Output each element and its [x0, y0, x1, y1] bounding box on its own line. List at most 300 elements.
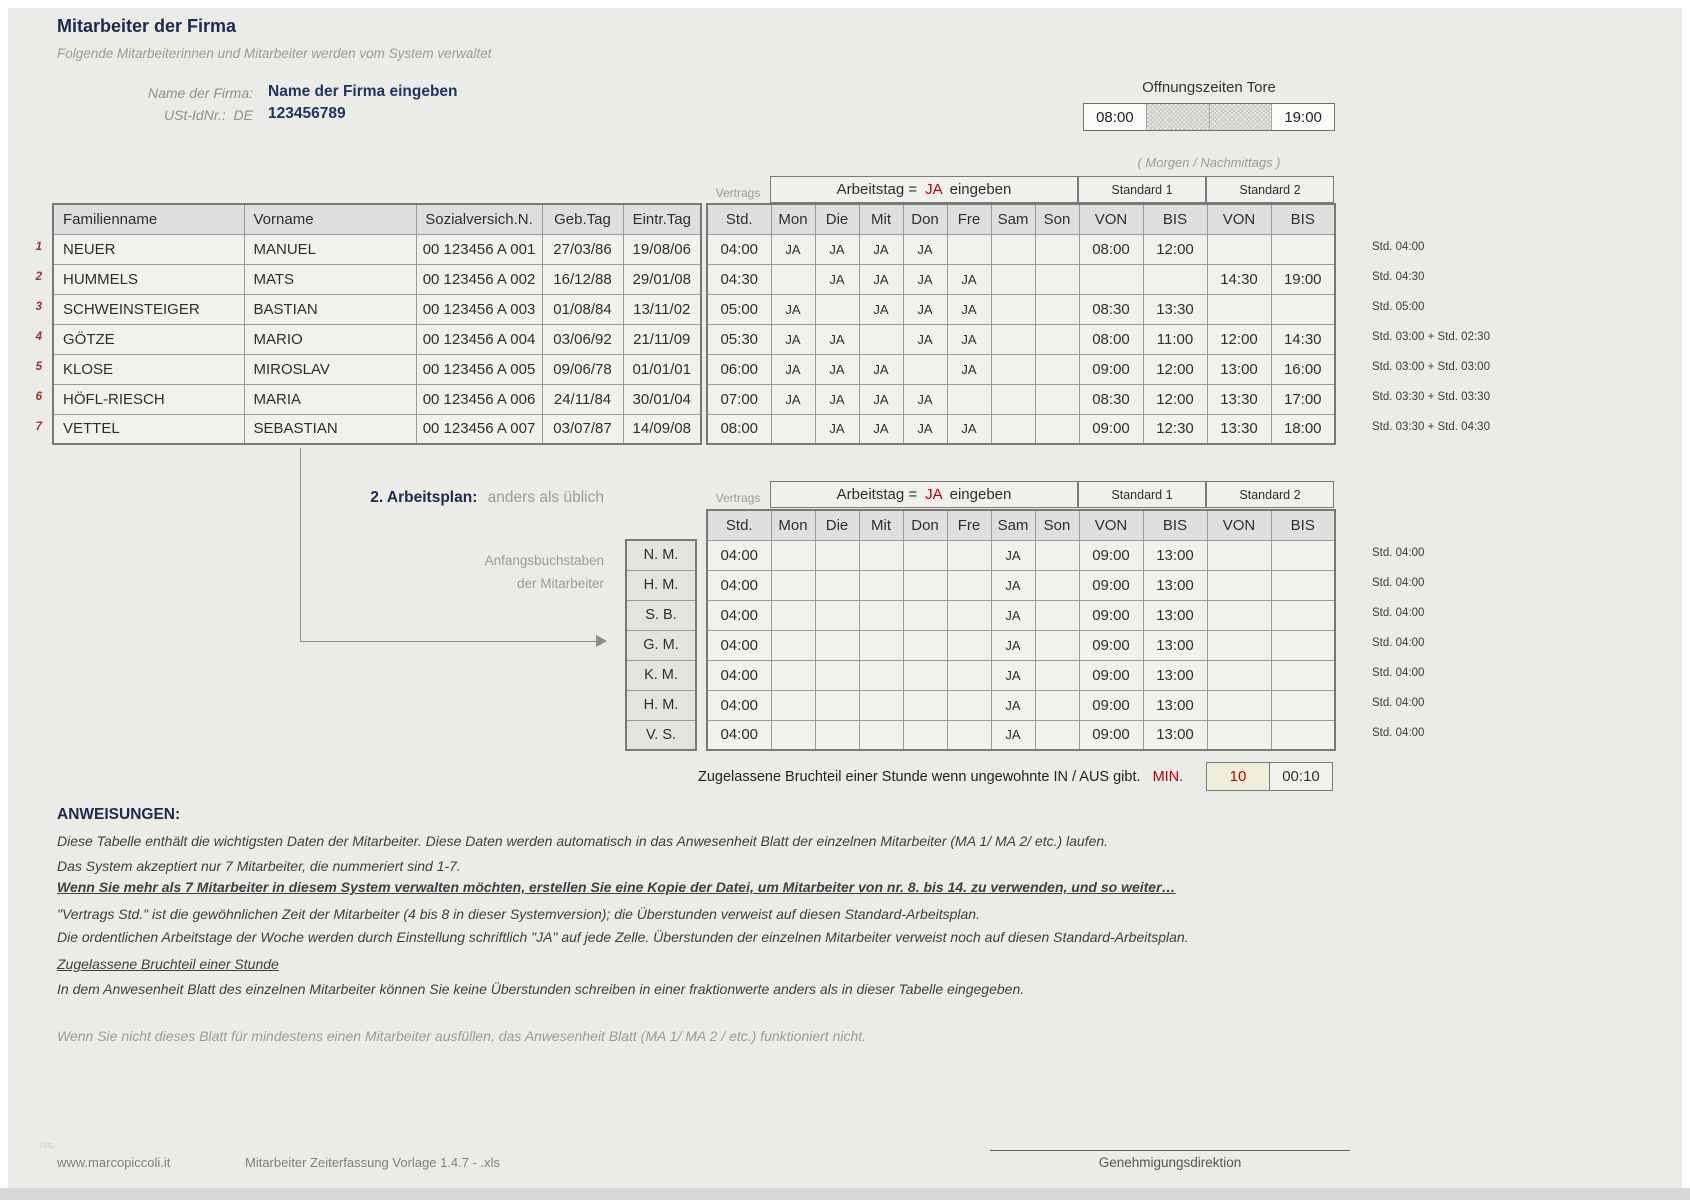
- col-header-bis2: BIS: [1271, 204, 1335, 234]
- col-header-mit: Mit: [859, 204, 903, 234]
- standard1-von-cell[interactable]: 08:30: [1079, 384, 1143, 414]
- standard1-von-cell[interactable]: 09:00: [1079, 660, 1143, 690]
- col-header-sam: Sam: [991, 204, 1035, 234]
- vertrags-std-cell[interactable]: 04:00: [707, 690, 771, 720]
- company-name-label: Name der Firma:: [147, 85, 253, 101]
- alt-plan-row: [707, 540, 1335, 570]
- standard2-bis-cell[interactable]: 18:00: [1271, 414, 1335, 444]
- ja-keyword: JA: [925, 181, 943, 198]
- day-cell-0[interactable]: [771, 570, 815, 600]
- vat-number-field[interactable]: 123456789: [268, 105, 346, 122]
- day-cell-1[interactable]: [815, 630, 859, 660]
- day-cell-2[interactable]: [859, 690, 903, 720]
- standard2-von-cell[interactable]: [1207, 600, 1271, 630]
- day-cell-4[interactable]: [947, 570, 991, 600]
- day-cell-1[interactable]: [815, 294, 859, 324]
- vertrags-std-cell[interactable]: 04:30: [707, 264, 771, 294]
- initials-row: [626, 600, 696, 630]
- standard2-von-cell[interactable]: [1207, 234, 1271, 264]
- row-number: 3: [35, 301, 42, 313]
- vertrags-label-2: Vertrags: [715, 491, 761, 505]
- connector-horizontal-line: [300, 641, 596, 642]
- standard1-bis-cell[interactable]: 11:00: [1143, 324, 1207, 354]
- day-cell-1[interactable]: [815, 600, 859, 630]
- standard2-bis-cell[interactable]: 16:00: [1271, 354, 1335, 384]
- day-cell-2[interactable]: JA: [859, 354, 903, 384]
- day-cell-1[interactable]: JA: [815, 414, 859, 444]
- vertrags-std-cell[interactable]: 04:00: [707, 660, 771, 690]
- day-cell-3[interactable]: [903, 354, 947, 384]
- alt-plan-row: [707, 570, 1335, 600]
- standard1-von-cell[interactable]: 08:00: [1079, 324, 1143, 354]
- standard2-von-cell[interactable]: 13:30: [1207, 414, 1271, 444]
- instruction-line: Das System akzeptiert nur 7 Mitarbeiter, die nummeriert sind 1-7.: [57, 858, 461, 874]
- row-number: 5: [35, 361, 42, 373]
- day-cell-0[interactable]: [771, 720, 815, 750]
- employee-hours-row: [707, 234, 1335, 264]
- eintrtag-cell[interactable]: 30/01/04: [623, 384, 701, 414]
- day-cell-4[interactable]: [947, 630, 991, 660]
- standard1-band-2: Standard 1: [1078, 481, 1206, 508]
- eintrtag-cell[interactable]: 19/08/06: [623, 234, 701, 264]
- std-note: Std. 03:00 + Std. 03:00: [1372, 361, 1490, 373]
- day-cell-5[interactable]: JA: [991, 600, 1035, 630]
- standard2-band-2: Standard 2: [1206, 481, 1334, 508]
- standard1-von-cell[interactable]: 09:00: [1079, 354, 1143, 384]
- day-cell-3[interactable]: [903, 540, 947, 570]
- day-cell-5[interactable]: JA: [991, 690, 1035, 720]
- standard1-von-cell[interactable]: 08:00: [1079, 234, 1143, 264]
- standard2-von-cell[interactable]: [1207, 294, 1271, 324]
- approval-signature-line: Genehmigungsdirektion: [990, 1150, 1350, 1170]
- connector-arrow-icon: [596, 635, 607, 647]
- standard1-bis-cell[interactable]: 13:30: [1143, 294, 1207, 324]
- eintrtag-cell[interactable]: 29/01/08: [623, 264, 701, 294]
- day-cell-2[interactable]: [859, 324, 903, 354]
- vat-label: USt-IdNr.: DE: [164, 107, 253, 123]
- std-note: Std. 04:00: [1372, 241, 1425, 253]
- gebtag-cell[interactable]: 01/08/84: [542, 294, 623, 324]
- eintrtag-cell[interactable]: 01/01/01: [623, 354, 701, 384]
- gate-hatch-cell: [1146, 104, 1209, 130]
- day-cell-1[interactable]: [815, 540, 859, 570]
- standard1-von-cell[interactable]: 09:00: [1079, 720, 1143, 750]
- vat-country: DE: [233, 107, 253, 123]
- employee-row: [53, 324, 701, 354]
- vorname-cell[interactable]: MARIO: [244, 324, 416, 354]
- employee-hours-row: [707, 324, 1335, 354]
- vertrags-std-cell[interactable]: 04:00: [707, 720, 771, 750]
- standard1-bis-cell[interactable]: 12:00: [1143, 354, 1207, 384]
- standard2-bis-cell[interactable]: [1271, 630, 1335, 660]
- day-cell-2[interactable]: JA: [859, 414, 903, 444]
- day-cell-2[interactable]: [859, 600, 903, 630]
- day-cell-3[interactable]: [903, 570, 947, 600]
- vorname-cell[interactable]: MATS: [244, 264, 416, 294]
- day-cell-6[interactable]: [1035, 660, 1079, 690]
- day-cell-5[interactable]: JA: [991, 630, 1035, 660]
- min-value-cell[interactable]: 10: [1206, 762, 1270, 791]
- standard2-bis-cell[interactable]: [1271, 600, 1335, 630]
- day-cell-2[interactable]: [859, 720, 903, 750]
- standard2-band: Standard 2: [1206, 176, 1334, 203]
- standard2-von-cell[interactable]: 12:00: [1207, 324, 1271, 354]
- initials-cell[interactable]: S. B.: [626, 600, 696, 630]
- day-cell-0[interactable]: [771, 264, 815, 294]
- standard1-bis-cell[interactable]: 12:30: [1143, 414, 1207, 444]
- gebtag-cell[interactable]: 09/06/78: [542, 354, 623, 384]
- row-number: 1: [35, 241, 42, 253]
- col-header-eintrtag: Eintr.Tag: [623, 204, 701, 234]
- vorname-cell[interactable]: MANUEL: [244, 234, 416, 264]
- familienname-cell[interactable]: KLOSE: [53, 354, 244, 384]
- vertrags-std-cell[interactable]: 08:00: [707, 414, 771, 444]
- day-cell-0[interactable]: [771, 600, 815, 630]
- row-number: 6: [35, 391, 42, 403]
- gates-title: Offnungszeiten Tore: [1142, 79, 1276, 96]
- day-cell-1[interactable]: [815, 570, 859, 600]
- day-cell-1[interactable]: [815, 660, 859, 690]
- day-cell-1[interactable]: [815, 690, 859, 720]
- instruction-line: "Vertrags Std." ist die gewöhnlichen Zeit der Mitarbeiter (4 bis 8 in dieser Systemversion); die Überstunden verweist auf diesen Standard-Arbeitsplan.: [57, 906, 980, 922]
- gate-close-time-cell[interactable]: 19:00: [1271, 104, 1334, 130]
- alt-plan-row: [707, 600, 1335, 630]
- std-note: Std. 04:00: [1372, 727, 1425, 739]
- standard2-bis-cell[interactable]: 17:00: [1271, 384, 1335, 414]
- day-cell-4[interactable]: JA: [947, 264, 991, 294]
- col-header-std: Std.: [707, 204, 771, 234]
- vertrags-std-cell[interactable]: 04:00: [707, 600, 771, 630]
- initials-label: Anfangsbuchstaben der Mitarbeiter: [484, 553, 604, 591]
- day-cell-5[interactable]: [991, 414, 1035, 444]
- alt-plan-table: [706, 509, 1336, 751]
- standard2-von-cell[interactable]: 13:00: [1207, 354, 1271, 384]
- day-cell-6[interactable]: [1035, 630, 1079, 660]
- vertrags-std-cell[interactable]: 05:00: [707, 294, 771, 324]
- familienname-cell[interactable]: HUMMELS: [53, 264, 244, 294]
- gebtag-cell[interactable]: 03/07/87: [542, 414, 623, 444]
- standard1-bis-cell[interactable]: 13:00: [1143, 630, 1207, 660]
- standard2-bis-cell[interactable]: [1271, 660, 1335, 690]
- day-cell-6[interactable]: [1035, 324, 1079, 354]
- initials-cell[interactable]: V. S.: [626, 720, 696, 750]
- fraction-rule-label: Zugelassene Bruchteil einer Stunde wenn ungewohnte IN / AUS gibt. MIN.: [698, 769, 1184, 785]
- vertrags-std-cell[interactable]: 06:00: [707, 354, 771, 384]
- employee-row: [53, 264, 701, 294]
- employee-hours-row: [707, 384, 1335, 414]
- std-note: Std. 05:00: [1372, 301, 1425, 313]
- standard1-bis-cell[interactable]: 13:00: [1143, 540, 1207, 570]
- standard2-bis-cell[interactable]: [1271, 690, 1335, 720]
- day-cell-5[interactable]: JA: [991, 720, 1035, 750]
- standard2-bis-cell[interactable]: 14:30: [1271, 324, 1335, 354]
- day-cell-0[interactable]: [771, 414, 815, 444]
- col-header-son: Son: [1035, 510, 1079, 540]
- day-cell-4[interactable]: JA: [947, 294, 991, 324]
- col-header-von2: VON: [1207, 510, 1271, 540]
- standard1-bis-cell[interactable]: 13:00: [1143, 600, 1207, 630]
- employee-row: [53, 294, 701, 324]
- day-cell-6[interactable]: [1035, 414, 1079, 444]
- day-cell-6[interactable]: [1035, 600, 1079, 630]
- instruction-line: Wenn Sie mehr als 7 Mitarbeiter in diesem System verwalten möchten, erstellen Sie eine Kopie der Datei, um Mitarbeiter von nr. 8. bis 14. zu verwenden, und so weiter…: [57, 879, 1176, 895]
- min-time-cell: 00:10: [1269, 762, 1333, 791]
- gates-caption: ( Morgen / Nachmittags ): [1137, 155, 1281, 170]
- col-header-don: Don: [903, 510, 947, 540]
- vorname-cell[interactable]: SEBASTIAN: [244, 414, 416, 444]
- standard1-bis-cell[interactable]: 12:00: [1143, 234, 1207, 264]
- vertrags-std-cell[interactable]: 04:00: [707, 540, 771, 570]
- footer-http: http: [40, 1140, 56, 1150]
- std-note: Std. 03:00 + Std. 02:30: [1372, 331, 1490, 343]
- vertrags-std-cell[interactable]: 04:00: [707, 234, 771, 264]
- std-note: Std. 04:00: [1372, 607, 1425, 619]
- standard1-bis-cell[interactable]: 13:00: [1143, 690, 1207, 720]
- std-note: Std. 04:00: [1372, 547, 1425, 559]
- day-cell-0[interactable]: JA: [771, 294, 815, 324]
- standard1-von-cell[interactable]: 09:00: [1079, 540, 1143, 570]
- day-cell-0[interactable]: JA: [771, 384, 815, 414]
- initials-cell[interactable]: H. M.: [626, 690, 696, 720]
- day-cell-5[interactable]: [991, 324, 1035, 354]
- day-cell-0[interactable]: JA: [771, 354, 815, 384]
- standard1-von-cell[interactable]: 09:00: [1079, 570, 1143, 600]
- initials-cell[interactable]: K. M.: [626, 660, 696, 690]
- familienname-cell[interactable]: VETTEL: [53, 414, 244, 444]
- day-cell-3[interactable]: [903, 660, 947, 690]
- standard2-von-cell[interactable]: [1207, 570, 1271, 600]
- col-header-bis2: BIS: [1271, 510, 1335, 540]
- vorname-cell[interactable]: BASTIAN: [244, 294, 416, 324]
- day-cell-2[interactable]: [859, 570, 903, 600]
- day-cell-4[interactable]: [947, 234, 991, 264]
- day-cell-2[interactable]: [859, 630, 903, 660]
- standard2-bis-cell[interactable]: [1271, 540, 1335, 570]
- gebtag-cell[interactable]: 27/03/86: [542, 234, 623, 264]
- employee-hours-row: [707, 414, 1335, 444]
- standard2-bis-cell[interactable]: [1271, 720, 1335, 750]
- day-cell-1[interactable]: JA: [815, 384, 859, 414]
- footer-website-link[interactable]: www.marcopiccoli.it: [57, 1155, 171, 1170]
- day-cell-3[interactable]: JA: [903, 234, 947, 264]
- day-cell-6[interactable]: [1035, 354, 1079, 384]
- standard2-von-cell[interactable]: [1207, 630, 1271, 660]
- standard1-bis-cell[interactable]: 13:00: [1143, 720, 1207, 750]
- alt-plan-row: [707, 690, 1335, 720]
- standard2-von-cell[interactable]: [1207, 540, 1271, 570]
- eintrtag-cell[interactable]: 14/09/08: [623, 414, 701, 444]
- std-note: Std. 04:00: [1372, 697, 1425, 709]
- col-header-sozialversich: Sozialversich.N.: [416, 204, 542, 234]
- gate-open-time-cell[interactable]: 08:00: [1084, 104, 1146, 130]
- day-cell-4[interactable]: [947, 600, 991, 630]
- arbeitstag-band: Arbeitstag = JA eingeben: [770, 176, 1078, 203]
- standard2-von-cell[interactable]: 13:30: [1207, 384, 1271, 414]
- day-cell-6[interactable]: [1035, 570, 1079, 600]
- initials-table: [625, 539, 697, 751]
- standard2-bis-cell[interactable]: [1271, 570, 1335, 600]
- standard1-von-cell[interactable]: 09:00: [1079, 690, 1143, 720]
- day-cell-2[interactable]: [859, 660, 903, 690]
- day-cell-3[interactable]: [903, 630, 947, 660]
- standard2-bis-cell[interactable]: [1271, 294, 1335, 324]
- sozialversich-cell[interactable]: 00 123456 A 005: [416, 354, 542, 384]
- vertrags-label: Vertrags: [715, 186, 761, 200]
- col-header-fre: Fre: [947, 510, 991, 540]
- day-cell-3[interactable]: [903, 600, 947, 630]
- day-cell-4[interactable]: [947, 384, 991, 414]
- sozialversich-cell[interactable]: 00 123456 A 007: [416, 414, 542, 444]
- familienname-cell[interactable]: NEUER: [53, 234, 244, 264]
- familienname-cell[interactable]: HÖFL-RIESCH: [53, 384, 244, 414]
- initials-cell[interactable]: G. M.: [626, 630, 696, 660]
- initials-cell[interactable]: N. M.: [626, 540, 696, 570]
- row-number: 2: [35, 271, 42, 283]
- day-cell-0[interactable]: [771, 630, 815, 660]
- window-bottom-edge: [0, 1188, 1690, 1200]
- day-cell-3[interactable]: JA: [903, 414, 947, 444]
- ja-keyword: JA: [925, 486, 943, 503]
- vertrags-std-cell[interactable]: 04:00: [707, 570, 771, 600]
- day-cell-6[interactable]: [1035, 264, 1079, 294]
- gates-hours-bar: [1083, 103, 1335, 131]
- day-cell-5[interactable]: JA: [991, 570, 1035, 600]
- initials-cell[interactable]: H. M.: [626, 570, 696, 600]
- day-cell-5[interactable]: [991, 384, 1035, 414]
- eintrtag-cell[interactable]: 21/11/09: [623, 324, 701, 354]
- vertrags-std-cell[interactable]: 04:00: [707, 630, 771, 660]
- familienname-cell[interactable]: GÖTZE: [53, 324, 244, 354]
- day-cell-4[interactable]: JA: [947, 414, 991, 444]
- row-number: 7: [35, 421, 42, 433]
- day-cell-3[interactable]: JA: [903, 384, 947, 414]
- standard1-bis-cell[interactable]: [1143, 264, 1207, 294]
- employee-row: [53, 414, 701, 444]
- vorname-cell[interactable]: MIROSLAV: [244, 354, 416, 384]
- day-cell-1[interactable]: JA: [815, 354, 859, 384]
- day-cell-3[interactable]: JA: [903, 324, 947, 354]
- day-cell-2[interactable]: [859, 540, 903, 570]
- col-header-mon: Mon: [771, 204, 815, 234]
- day-cell-1[interactable]: JA: [815, 264, 859, 294]
- day-cell-6[interactable]: [1035, 540, 1079, 570]
- col-header-die: Die: [815, 510, 859, 540]
- standard1-von-cell[interactable]: 08:30: [1079, 294, 1143, 324]
- day-cell-6[interactable]: [1035, 234, 1079, 264]
- day-cell-3[interactable]: [903, 720, 947, 750]
- standard2-von-cell[interactable]: [1207, 660, 1271, 690]
- gate-hatch-cell: [1209, 104, 1272, 130]
- col-header-mon: Mon: [771, 510, 815, 540]
- std-note: Std. 04:00: [1372, 667, 1425, 679]
- day-cell-3[interactable]: JA: [903, 294, 947, 324]
- col-header-don: Don: [903, 204, 947, 234]
- day-cell-1[interactable]: JA: [815, 234, 859, 264]
- vertrags-std-cell[interactable]: 05:30: [707, 324, 771, 354]
- initials-row: [626, 720, 696, 750]
- col-header-vorname: Vorname: [244, 204, 416, 234]
- day-cell-6[interactable]: [1035, 720, 1079, 750]
- day-cell-5[interactable]: [991, 354, 1035, 384]
- day-cell-4[interactable]: [947, 720, 991, 750]
- day-cell-1[interactable]: [815, 720, 859, 750]
- col-header-gebtag: Geb.Tag: [542, 204, 623, 234]
- standard1-bis-cell[interactable]: 13:00: [1143, 570, 1207, 600]
- standard1-bis-cell[interactable]: 13:00: [1143, 660, 1207, 690]
- sozialversich-cell[interactable]: 00 123456 A 001: [416, 234, 542, 264]
- employee-hours-row: [707, 354, 1335, 384]
- day-cell-0[interactable]: [771, 660, 815, 690]
- arbeitstag-band-2: Arbeitstag = JA eingeben: [770, 481, 1078, 508]
- page-subtitle: Folgende Mitarbeiterinnen und Mitarbeiter werden vom System verwaltet: [57, 46, 492, 61]
- connector-vertical-line: [300, 448, 301, 641]
- standard2-bis-cell[interactable]: 19:00: [1271, 264, 1335, 294]
- familienname-cell[interactable]: SCHWEINSTEIGER: [53, 294, 244, 324]
- standard2-von-cell[interactable]: 14:30: [1207, 264, 1271, 294]
- day-cell-5[interactable]: [991, 294, 1035, 324]
- day-cell-5[interactable]: JA: [991, 540, 1035, 570]
- company-name-field[interactable]: Name der Firma eingeben: [268, 83, 458, 100]
- day-cell-6[interactable]: [1035, 690, 1079, 720]
- employee-row: [53, 234, 701, 264]
- section2-title: 2. Arbeitsplan: anders als üblich: [370, 489, 604, 506]
- gebtag-cell[interactable]: 16/12/88: [542, 264, 623, 294]
- standard1-von-cell[interactable]: 09:00: [1079, 414, 1143, 444]
- day-cell-2[interactable]: JA: [859, 234, 903, 264]
- gebtag-cell[interactable]: 24/11/84: [542, 384, 623, 414]
- sozialversich-cell[interactable]: 00 123456 A 006: [416, 384, 542, 414]
- day-cell-0[interactable]: [771, 540, 815, 570]
- eintrtag-cell[interactable]: 13/11/02: [623, 294, 701, 324]
- standard2-bis-cell[interactable]: [1271, 234, 1335, 264]
- standard1-bis-cell[interactable]: 12:00: [1143, 384, 1207, 414]
- min-label: MIN.: [1152, 769, 1184, 785]
- day-cell-3[interactable]: [903, 690, 947, 720]
- standard2-von-cell[interactable]: [1207, 720, 1271, 750]
- day-cell-4[interactable]: [947, 540, 991, 570]
- day-cell-2[interactable]: JA: [859, 294, 903, 324]
- sozialversich-cell[interactable]: 00 123456 A 003: [416, 294, 542, 324]
- standard1-von-cell[interactable]: 09:00: [1079, 600, 1143, 630]
- vertrags-std-cell[interactable]: 07:00: [707, 384, 771, 414]
- gebtag-cell[interactable]: 03/06/92: [542, 324, 623, 354]
- standard1-von-cell[interactable]: [1079, 264, 1143, 294]
- vorname-cell[interactable]: MARIA: [244, 384, 416, 414]
- sozialversich-cell[interactable]: 00 123456 A 004: [416, 324, 542, 354]
- employee-hours-row: [707, 264, 1335, 294]
- day-cell-4[interactable]: JA: [947, 324, 991, 354]
- day-cell-6[interactable]: [1035, 294, 1079, 324]
- standard1-von-cell[interactable]: 09:00: [1079, 630, 1143, 660]
- day-cell-6[interactable]: [1035, 384, 1079, 414]
- day-cell-1[interactable]: JA: [815, 324, 859, 354]
- day-cell-5[interactable]: [991, 234, 1035, 264]
- day-cell-3[interactable]: JA: [903, 264, 947, 294]
- day-cell-4[interactable]: [947, 690, 991, 720]
- day-cell-5[interactable]: [991, 264, 1035, 294]
- day-cell-2[interactable]: JA: [859, 384, 903, 414]
- day-cell-5[interactable]: JA: [991, 660, 1035, 690]
- sozialversich-cell[interactable]: 00 123456 A 002: [416, 264, 542, 294]
- day-cell-2[interactable]: JA: [859, 264, 903, 294]
- standard2-von-cell[interactable]: [1207, 690, 1271, 720]
- day-cell-4[interactable]: [947, 660, 991, 690]
- day-cell-0[interactable]: JA: [771, 234, 815, 264]
- day-cell-0[interactable]: JA: [771, 324, 815, 354]
- initials-row: [626, 630, 696, 660]
- day-cell-0[interactable]: [771, 690, 815, 720]
- day-cell-4[interactable]: JA: [947, 354, 991, 384]
